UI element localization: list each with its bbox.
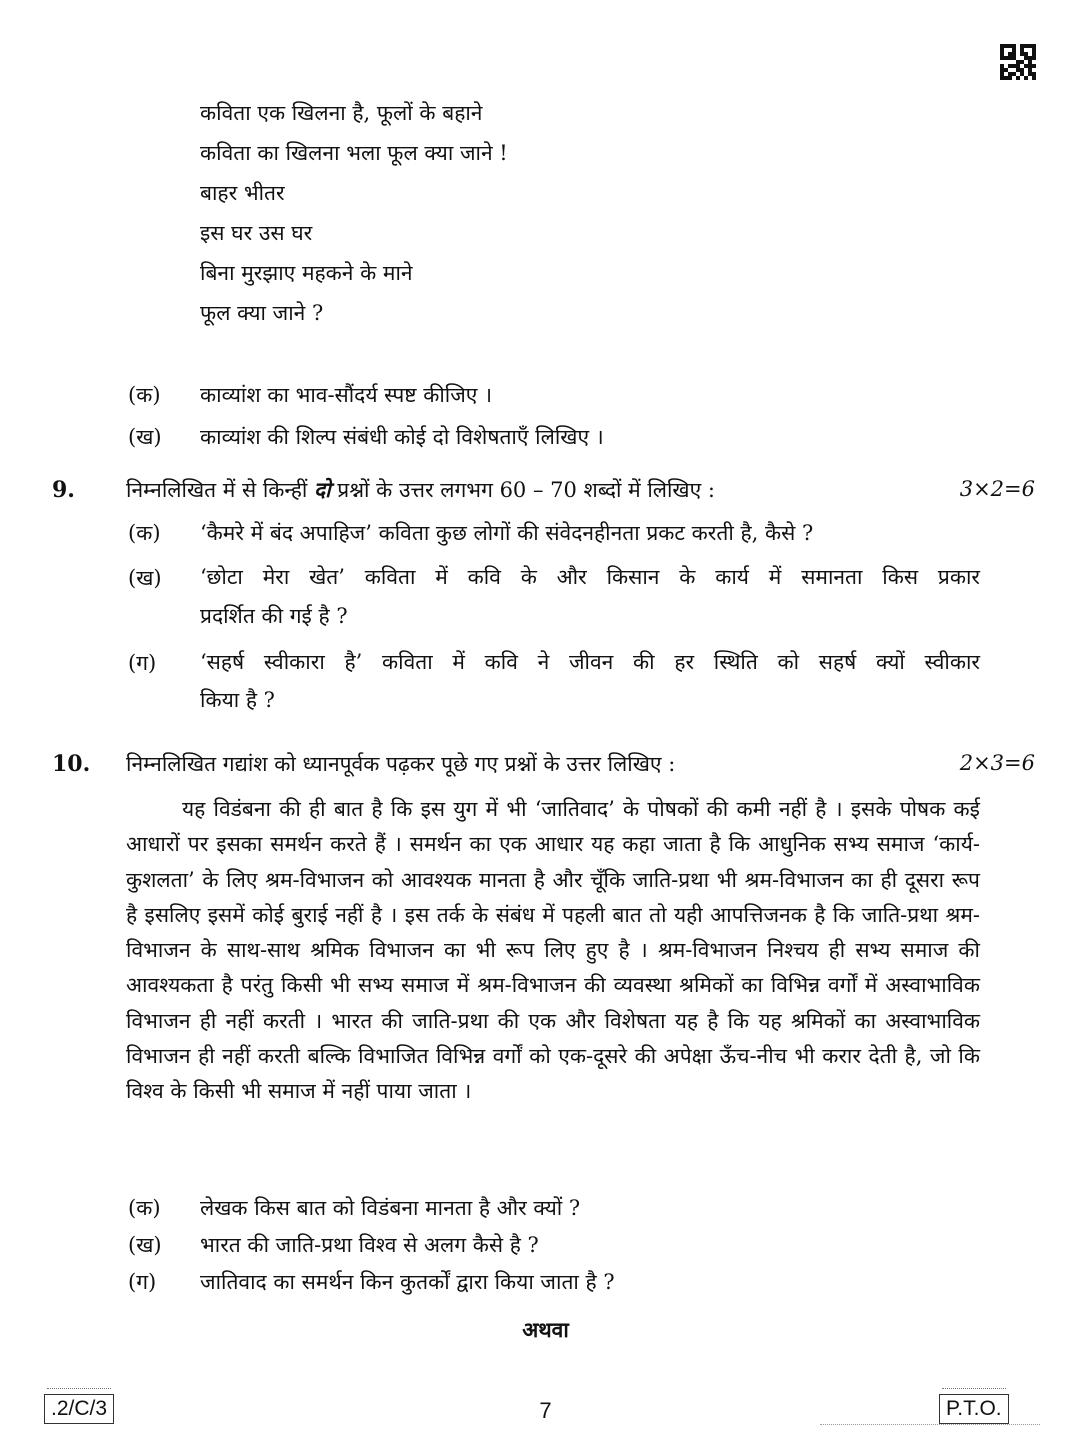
pto-label: P.T.O. xyxy=(939,1394,1009,1424)
or-separator: अथवा xyxy=(522,1317,569,1342)
security-microtext xyxy=(820,1424,1040,1428)
q10-sub-question-ga: जातिवाद का समर्थन किन कुतर्कों द्वारा किया जाता है ? xyxy=(200,1270,615,1294)
q8-sub-label-ka: (क) xyxy=(128,383,161,407)
q9-prompt-emphasis: दो xyxy=(313,477,331,502)
q10-marks: 2×3=6 xyxy=(959,751,1035,775)
paper-code: .2/C/3 xyxy=(44,1394,114,1424)
q10-passage-text: यह विडंबना की ही बात है कि इस युग में भी ‘जातिवाद’ के पोषकों की कमी नहीं है । इसके पोषक कई आधारों पर इसका समर्थन करते हैं । समर्थन का एक आधार यह कहा जाता है कि आधुनिक सभ्य समाज ‘कार्य-कुशलता’ के लिए श्रम-विभाजन को आवश्यक मानता है और चूँकि जाति-प्रथा भी श्रम-विभाजन का ही दूसरा रूप है इसलिए इसमें कोई बुराई नहीं है । इस तर्क के संबंध में पहली बात तो यही आपत्तिजनक है कि जाति-प्रथा श्रम-विभाजन के साथ-साथ श्रमिक विभाजन का भी रूप लिए हुए है । श्रम-विभाजन निश्चय ही सभ्य समाज की आवश्यकता है परंतु किसी भी सभ्य समाज में श्रम-विभाजन की व्यवस्था श्रमिकों का विभिन्न वर्गों में अस्वाभाविक विभाजन ही नहीं करती । भारत की जाति-प्रथा की एक और विशेषता यह है कि यह श्रमिकों का अस्वाभाविक विभाजन ही नहीं करती बल्कि विभाजित विभिन्न वर्गों को एक-दूसरे की अपेक्षा ऊँच-नीच भी करार देती है, जो कि विश्व के किसी भी समाज में नहीं पाया जाता । xyxy=(126,797,980,1104)
q9-sub-question-ga-line1: ‘सहर्ष स्वीकारा है’ कविता में कवि ने जीवन की हर स्थिति को सहर्ष क्यों स्वीकार xyxy=(200,650,980,674)
q10-sub-label-ga: (ग) xyxy=(128,1270,157,1294)
poem-line: इस घर उस घर xyxy=(200,221,313,245)
poem-line: कविता एक खिलना है, फूलों के बहाने xyxy=(200,101,483,125)
poem-line: फूल क्या जाने ? xyxy=(200,301,324,325)
q9-sub-question-ka: ‘कैमरे में बंद अपाहिज’ कविता कुछ लोगों की संवेदनहीनता प्रकट करती है, कैसे ? xyxy=(200,521,814,545)
poem-line: बाहर भीतर xyxy=(200,181,285,205)
q9-sub-label-kha: (ख) xyxy=(128,566,162,590)
q10-sub-question-kha: भारत की जाति-प्रथा विश्व से अलग कैसे है ? xyxy=(200,1233,539,1257)
poem-line: कविता का खिलना भला फूल क्या जाने ! xyxy=(200,141,508,165)
q8-sub-question-ka: काव्यांश का भाव-सौंदर्य स्पष्ट कीजिए । xyxy=(200,383,493,407)
question-number-10: 10. xyxy=(52,751,91,777)
q9-sub-question-kha-line1: ‘छोटा मेरा खेत’ कविता में कवि के और किसान के कार्य में समानता किस प्रकार xyxy=(200,565,980,589)
q9-prompt: निम्नलिखित में से किन्हीं दो प्रश्नों के उत्तर लगभग 60 – 70 शब्दों में लिखिए : xyxy=(126,477,715,502)
q9-sub-label-ga: (ग) xyxy=(128,651,157,675)
q10-prompt: निम्नलिखित गद्यांश को ध्यानपूर्वक पढ़कर पूछे गए प्रश्नों के उत्तर लिखिए : xyxy=(126,752,676,776)
question-number-9: 9. xyxy=(52,477,75,503)
q10-sub-label-ka: (क) xyxy=(128,1196,161,1220)
q10-sub-question-ka: लेखक किस बात को विडंबना मानता है और क्यों ? xyxy=(200,1196,581,1220)
page-number: 7 xyxy=(539,1398,552,1423)
qr-code-icon xyxy=(1000,44,1036,80)
q8-sub-label-kha: (ख) xyxy=(128,425,162,449)
q10-passage xyxy=(126,792,980,1110)
q9-marks: 3×2=6 xyxy=(959,477,1035,501)
q10-sub-label-kha: (ख) xyxy=(128,1233,162,1257)
q8-sub-question-kha: काव्यांश की शिल्प संबंधी कोई दो विशेषताएँ लिखिए । xyxy=(200,425,604,449)
poem-line: बिना मुरझाए महकने के माने xyxy=(200,261,413,285)
q9-sub-label-ka: (क) xyxy=(128,521,161,545)
q9-sub-question-ga-line2: किया है ? xyxy=(200,688,275,712)
q9-sub-question-kha-line2: प्रदर्शित की गई है ? xyxy=(200,604,348,628)
